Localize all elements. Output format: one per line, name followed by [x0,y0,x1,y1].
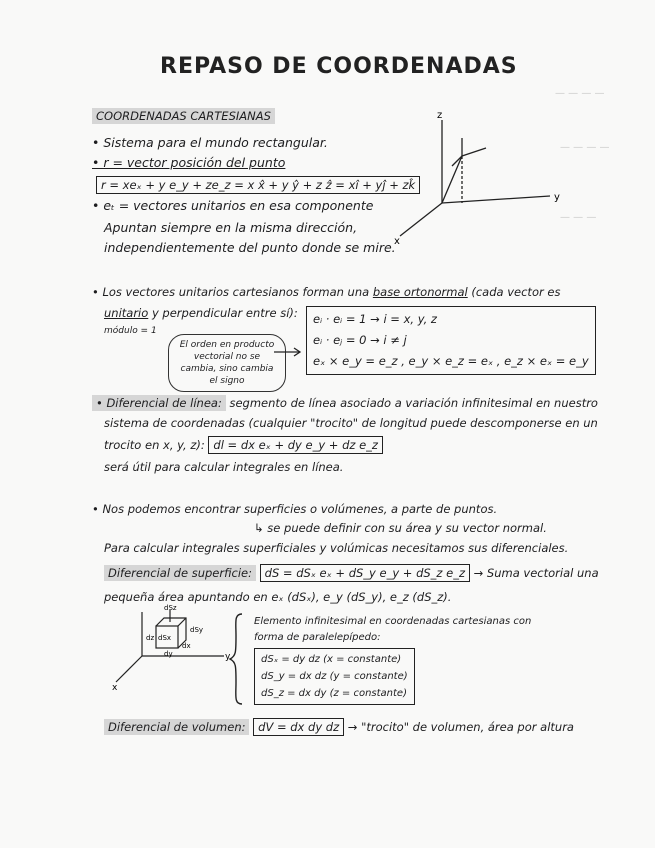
position-equation: r = xeₓ + y e_y + ze_z = x x̂ + y ŷ + z ẑ = xî + yĵ + zk̂ [96,176,420,194]
bullet-unit-vectors: • eₜ = vectores unitarios en esa componente [92,198,374,213]
unit-vectors-line3: independientemente del punto donde se mire. [104,240,396,255]
volume-differential-equation: dV = dx dy dz [253,718,344,736]
element-description-line2: forma de paralelepípedo: [254,632,381,643]
x-axis [400,203,442,236]
curly-brace-icon [228,612,246,706]
label-y: y [225,652,231,662]
unit-vector-y [462,148,486,156]
surface-intro-line1: • Nos podemos encontrar superficies o volúmenes, a parte de puntos. [92,502,498,516]
cube-x-axis [116,656,142,682]
line-differential-line1: • Diferencial de línea: segmento de línea asociado a variación infinitesimal en nuestro [92,396,598,410]
bullet-position-vector: • r = vector posición del punto [92,155,286,170]
arrow-icon [272,346,304,358]
label-dy: dy [164,650,173,658]
surface-intro-line3: Para calcular integrales superficiales y volúmicas necesitamos sus diferenciales. [104,541,569,555]
bleed-through-text: — — — [560,212,597,223]
section-heading: COORDENADAS CARTESIANAS [92,108,275,124]
dSx-formula: dSₓ = dy dz (x = constante) [261,654,402,665]
label-dSx: dSx [158,634,172,642]
axis-label-z: z [437,110,443,121]
page-title: REPASO DE COORDENADAS [160,54,518,79]
label-dz: dz [146,634,155,642]
cross-product-relations: eₓ × e_y = e_z , e_y × e_z = eₓ , e_z × eₓ = e_y [313,354,589,368]
surface-differential-equation: dS = dSₓ eₓ + dS_y e_y + dS_z e_z [260,564,470,582]
axis-label-y: y [554,192,560,203]
bullet-rectangular: • Sistema para el mundo rectangular. [92,135,328,150]
ortho-line1: • Los vectores unitarios cartesianos forman una base ortonormal (cada vector es [92,285,561,299]
dot-product-same: eᵢ · eᵢ = 1 → i = x, y, z [313,312,437,326]
element-description-line1: Elemento infinitesimal en coordenadas cartesianas con [254,616,532,627]
unit-vectors-line2: Apuntan siempre en la misma dirección, [104,220,358,235]
y-axis [442,196,550,203]
cross-product-note-bubble: El orden en producto vectorial no se cambia, sino cambia el signo [168,334,286,392]
surface-differential-line: Diferencial de superficie: dS = dSₓ eₓ + dS_y e_y + dS_z e_z → Suma vectorial una [104,566,599,580]
cartesian-axes-diagram [390,108,570,248]
bleed-through-text: — — — — [560,142,610,153]
dSy-formula: dS_y = dx dz (y = constante) [261,671,408,682]
ortho-line2: unitario y perpendicular entre sí): [104,306,298,320]
line-differential-equation: dl = dx eₓ + dy e_y + dz e_z [208,436,383,454]
cube-element-diagram [112,604,232,692]
bleed-through-text: — — — — [555,88,605,99]
modulo-note: módulo = 1 [104,326,157,336]
label-dSz: dSz [164,604,177,612]
label-x: x [112,683,118,692]
line-differential-line4: será útil para calcular integrales en línea. [104,460,344,474]
label-dx: dx [182,642,191,650]
dSz-formula: dS_z = dx dy (z = constante) [261,688,407,699]
line-differential-line2: sistema de coordenadas (cualquier "trocito" de longitud puede descomponerse en un [104,416,598,430]
axis-label-x: x [394,236,400,247]
surface-differential-line2: pequeña área apuntando en eₓ (dSₓ), e_y (dS_y), e_z (dS_z). [104,590,452,604]
volume-differential-line: Diferencial de volumen: dV = dx dy dz → "trocito" de volumen, área por altura [104,720,574,734]
position-vector [442,156,462,203]
line-differential-line3: trocito en x, y, z): dl = dx eₓ + dy e_y + dz e_z [104,438,383,452]
label-dSy: dSy [190,626,204,634]
surface-intro-line2: ↳ se puede definir con su área y su vector normal. [254,521,547,535]
orthonormal-relations-box [306,306,596,375]
cube-edge [178,618,186,626]
dot-product-different: eᵢ · eⱼ = 0 → i ≠ j [313,333,407,347]
surface-elements-box [254,648,415,705]
